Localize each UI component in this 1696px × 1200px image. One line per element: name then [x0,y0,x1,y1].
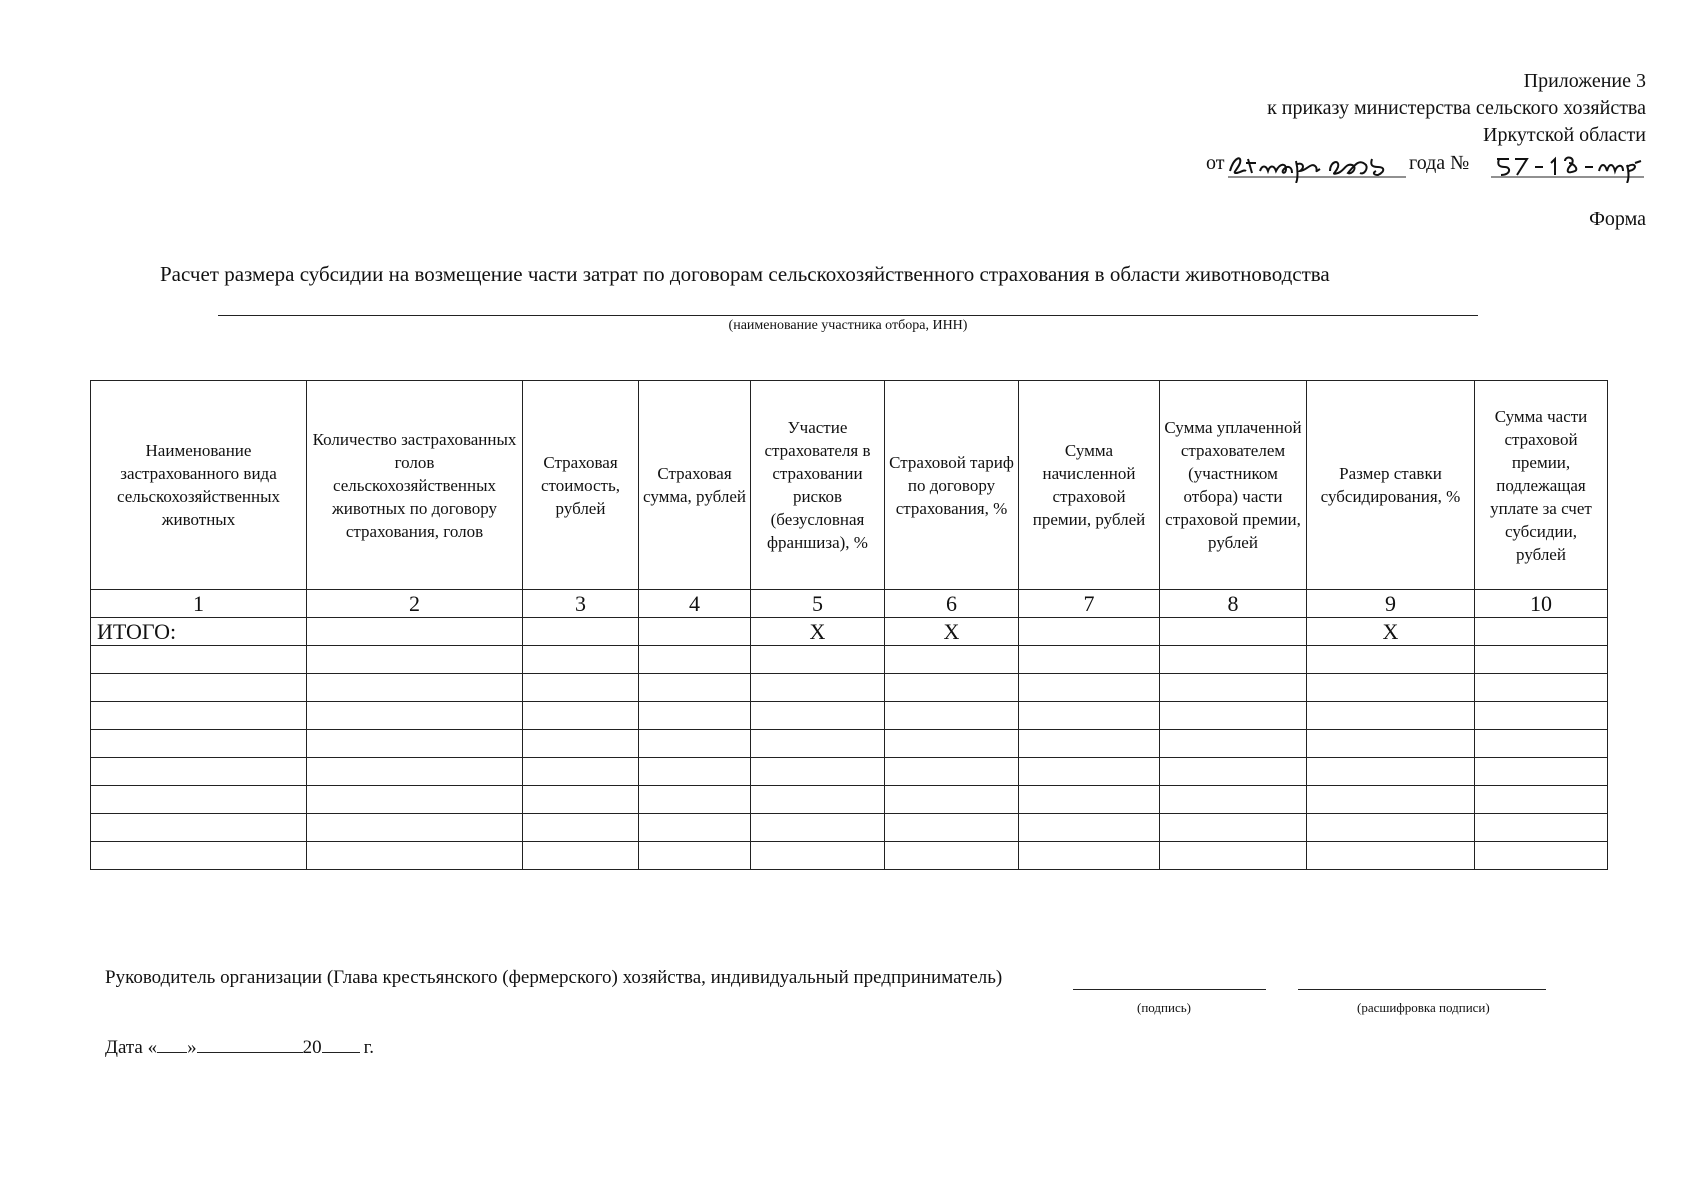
signature-caption: (подпись) [1137,1000,1191,1015]
column-header: Страховая стоимость, рублей [523,381,639,590]
column-header: Размер ставки субсидирования, % [1307,381,1475,590]
table-row [91,646,1608,674]
order-date-number-line [1206,149,1646,183]
total-label: ИТОГО: [91,618,307,646]
order-from-prefix: от [1206,152,1225,174]
column-header: Сумма уплаченной страхователем (участником отбора) части страховой премии, рублей [1160,381,1307,590]
date-close-quote: » [187,1037,197,1058]
column-number: 1 [91,590,307,618]
signature-decode-caption: (расшифровка подписи) [1357,1000,1490,1015]
table-row [91,842,1608,870]
date-prefix: Дата « [105,1037,158,1058]
date-line [105,1036,374,1059]
table-row [91,758,1608,786]
region-name: Иркутской области [1483,124,1646,146]
date-century: 20 [302,1037,322,1058]
not-applicable-mark: X [885,618,1019,646]
table-row [91,786,1608,814]
table-cell [307,618,523,646]
table-cell [1475,618,1608,646]
column-header: Страховой тариф по договору страхования, % [885,381,1019,590]
column-number: 7 [1019,590,1160,618]
table-row [91,702,1608,730]
column-number-row [91,590,1608,618]
signature-line [1073,989,1266,990]
appendix-number: Приложение 3 [1523,70,1646,92]
order-year-number-label: года № [1409,152,1470,174]
column-number: 2 [307,590,523,618]
participant-name-line [218,315,1478,316]
manager-signature-label: Руководитель организации (Глава крестьянского (фермерского) хозяйства, индивидуальный предприниматель) [105,967,1003,988]
column-number: 10 [1475,590,1608,618]
handwritten-date-signature [1226,149,1408,183]
column-number: 5 [751,590,885,618]
column-header: Наименование застрахованного вида сельскохозяйственных животных [91,381,307,590]
table-header-row [91,381,1608,590]
table-row [91,814,1608,842]
table-row [91,730,1608,758]
subsidy-calculation-table [90,380,1608,870]
not-applicable-mark: X [1307,618,1475,646]
table-cell [639,618,751,646]
form-label: Форма [1589,208,1646,230]
handwritten-order-number-signature [1489,149,1646,183]
date-day-blank [157,1036,187,1053]
column-header: Сумма начисленной страховой премии, рублей [1019,381,1160,590]
column-number: 4 [639,590,751,618]
not-applicable-mark: X [751,618,885,646]
column-header: Участие страхователя в страховании рисков (безусловная франшиза), % [751,381,885,590]
participant-caption: (наименование участника отбора, ИНН) [728,318,968,333]
date-month-blank [197,1036,303,1053]
column-header: Сумма части страховой премии, подлежащая уплате за счет субсидии, рублей [1475,381,1608,590]
table-cell [1019,618,1160,646]
signature-decode-line [1298,989,1546,990]
date-year-blank [322,1036,360,1053]
total-row [91,618,1608,646]
column-number: 9 [1307,590,1475,618]
table-cell [1160,618,1307,646]
column-number: 3 [523,590,639,618]
column-number: 8 [1160,590,1307,618]
column-header: Страховая сумма, рублей [639,381,751,590]
document-title: Расчет размера субсидии на возмещение части затрат по договорам сельскохозяйственного страхования в области животноводства [160,262,1330,286]
column-header: Количество застрахованных голов сельскохозяйственных животных по договору страхования, голов [307,381,523,590]
column-number: 6 [885,590,1019,618]
table-cell [523,618,639,646]
appendix-header [1206,68,1646,183]
date-suffix: г. [363,1037,375,1058]
table-row [91,674,1608,702]
order-reference: к приказу министерства сельского хозяйства [1267,97,1646,119]
